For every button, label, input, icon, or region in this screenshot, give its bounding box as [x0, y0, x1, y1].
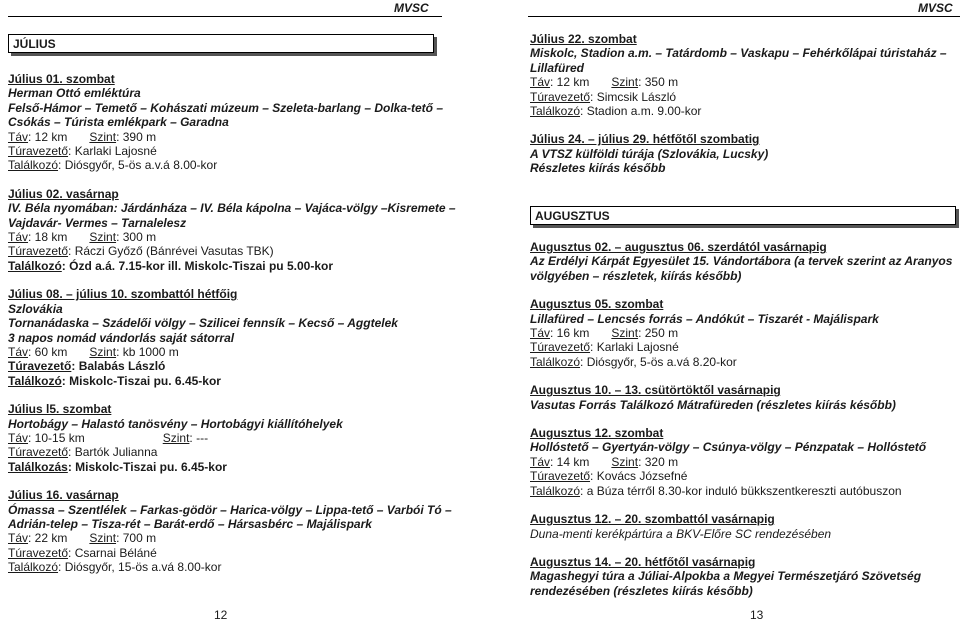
- event-date: Augusztus 14. – 20. hétfőtől vasárnapig: [530, 554, 756, 569]
- event-aug-12: [530, 426, 960, 498]
- event-date: Július 22. szombat: [530, 32, 637, 46]
- event-note: Részletes kiírás később: [530, 161, 666, 176]
- distance-row: Táv: 10-15 km Szint: ---: [8, 430, 209, 445]
- event-date: Július 02. vasárnap: [8, 186, 119, 201]
- header-rule-left: [8, 16, 442, 17]
- meeting-row: Találkozó: a Búza térről 8.30-kor induló bükkszentkereszti autóbuszon: [530, 483, 902, 498]
- event-route: Lillafüred – Lencsés forrás – Andókút – Tiszarét - Majálispark: [530, 311, 879, 326]
- leader-row: Túravezető: Bartók Julianna: [8, 445, 158, 460]
- leader-row: Túravezető: Balabás László: [8, 359, 166, 374]
- event-jul-22: [530, 32, 960, 118]
- leader-row: Túravezető: Ráczi Győző (Bánrévei Vasutas TBK): [8, 244, 274, 259]
- event-route-line: Ómassa – Szentlélek – Farkas-gödör – Harica-völgy – Lippa-tető – Varbói Tó –: [8, 502, 452, 517]
- event-route-line: IV. Béla nyomában: Járdánháza – IV. Béla kápolna – Vajáca-völgy –Kisremete –: [8, 201, 456, 216]
- event-aug-05: [530, 297, 960, 369]
- page-number-right: 13: [750, 608, 764, 622]
- right-column: [530, 32, 960, 190]
- meeting-row: Találkozó: Ózd a.á. 7.15-kor ill. Miskolc-Tiszai pu 5.00-kor: [8, 258, 333, 273]
- event-date: Augusztus 05. szombat: [530, 297, 664, 312]
- event-route: Vasutas Forrás Találkozó Mátrafüreden (részletes kiírás később): [530, 397, 896, 412]
- event-date: Augusztus 12. – 20. szombattól vasárnapig: [530, 512, 775, 527]
- event-date: Július 01. szombat: [8, 72, 115, 86]
- meeting-row: Találkozó: Diósgyőr, 5-ös a.vá 8.20-kor: [530, 354, 737, 369]
- event-route-line: Tornanádaska – Szádelői völgy – Szilicei fennsík – Kecső – Aggtelek: [8, 316, 398, 331]
- event-aug-12-bike: [530, 512, 960, 541]
- leader-row: Túravezető: Karlaki Lajosné: [530, 340, 679, 355]
- event-date: Július 08. – július 10. szombattól hétfőig: [8, 287, 238, 302]
- event-route-line: Szlovákia: [8, 301, 63, 316]
- header-rule-right: [528, 16, 960, 17]
- event-route-line: Herman Ottó emléktúra: [8, 86, 141, 101]
- meeting-row: Találkozó: Stadion a.m. 9.00-kor: [530, 104, 702, 119]
- event-date: Augusztus 12. szombat: [530, 426, 664, 441]
- page-number-left: 12: [214, 608, 228, 622]
- event-route-line: Csókás – Túrista emlékpark – Garadna: [8, 115, 229, 130]
- event-route: Magashegyi túra a Júliai-Alpokba a Megyei Természetjáró Szövetség rendezésében (részletes kiírás később): [530, 569, 922, 598]
- left-column: [8, 72, 456, 589]
- event-route: Miskolc, Stadion a.m. – Tatárdomb – Vaskapu – Fehérkőlápai túristaház – Lillafüred: [530, 46, 947, 75]
- page-header-left: MVSC: [394, 1, 429, 15]
- event-date: Július 16. vasárnap: [8, 488, 119, 503]
- meeting-row: Találkozó: Miskolc-Tiszai pu. 6.45-kor: [8, 373, 221, 388]
- event-route: Hollóstető – Gyertyán-völgy – Csúnya-völgy – Pénzpatak – Hollóstető: [530, 440, 927, 455]
- distance-row: Táv: 14 km Szint: 320 m: [530, 454, 679, 469]
- distance-row: Táv: 60 km Szint: kb 1000 m: [8, 344, 179, 359]
- event-route-line: 3 napos nomád vándorlás saját sátorral: [8, 330, 235, 345]
- leader-row: Túravezető: Karlaki Lajosné: [8, 144, 157, 159]
- event-jul-15: [8, 402, 448, 474]
- event-date: Július 24. – július 29. hétfőtől szombatig: [530, 132, 760, 147]
- event-route-line: Vajdavár- Vermes – Tarnalelesz: [8, 215, 187, 230]
- distance-row: Táv: 16 km Szint: 250 m: [530, 326, 679, 341]
- section-heading-august: AUGUSZTUS: [530, 206, 956, 225]
- event-aug-02: [530, 240, 960, 283]
- meeting-row: Találkozó: Diósgyőr, 5-ös a.v.á 8.00-kor: [8, 158, 218, 173]
- event-route-line: Adrián-telep – Tisza-rét – Barát-erdő – Hársasbérc – Majálispark: [8, 516, 372, 531]
- event-jul-01: [8, 72, 448, 173]
- distance-row: Táv: 12 km Szint: 390 m: [8, 129, 157, 144]
- event-date: Augusztus 02. – augusztus 06. szerdától vasárnapig: [530, 240, 827, 254]
- page-header-right: MVSC: [918, 1, 953, 15]
- meeting-row: Találkozó: Diósgyőr, 15-ös a.vá 8.00-kor: [8, 560, 222, 575]
- event-jul-08: [8, 287, 448, 388]
- meeting-row: Találkozás: Miskolc-Tiszai pu. 6.45-kor: [8, 459, 227, 474]
- event-route: Az Erdélyi Kárpát Egyesület 15. Vándortábora (a tervek szerint az Aranyos völgyében – részletek, kiírás később): [530, 254, 953, 283]
- event-aug-14: [530, 555, 960, 598]
- event-route: Duna-menti kerékpártúra a BKV-Előre SC rendezésében: [530, 526, 832, 541]
- event-jul-02: [8, 186, 456, 273]
- distance-row: Táv: 18 km Szint: 300 m: [8, 230, 157, 245]
- event-date: Július l5. szombat: [8, 402, 112, 417]
- right-page: [480, 0, 960, 628]
- event-route: A VTSZ külföldi túrája (Szlovákia, Lucsky): [530, 146, 769, 161]
- event-route-line: Hortobágy – Halastó tanösvény – Hortobágyi kiállítóhelyek: [8, 416, 343, 431]
- leader-row: Túravezető: Simcsik László: [530, 89, 677, 104]
- event-date: Augusztus 10. – 13. csütörtöktől vasárnapig: [530, 383, 781, 398]
- event-aug-10: [530, 383, 960, 412]
- leader-row: Túravezető: Kovács Józsefné: [530, 469, 688, 484]
- event-jul-24: [530, 132, 960, 175]
- august-column: [530, 240, 960, 612]
- distance-row: Táv: 22 km Szint: 700 m: [8, 531, 157, 546]
- section-heading-july: JÚLIUS: [8, 34, 434, 53]
- distance-row: Táv: 12 km Szint: 350 m: [530, 75, 679, 90]
- leader-row: Túravezető: Csarnai Béláné: [8, 545, 157, 560]
- event-route-line: Felső-Hámor – Temető – Kohászati múzeum – Szeleta-barlang – Dolka-tető –: [8, 100, 443, 115]
- event-jul-16: [8, 488, 452, 575]
